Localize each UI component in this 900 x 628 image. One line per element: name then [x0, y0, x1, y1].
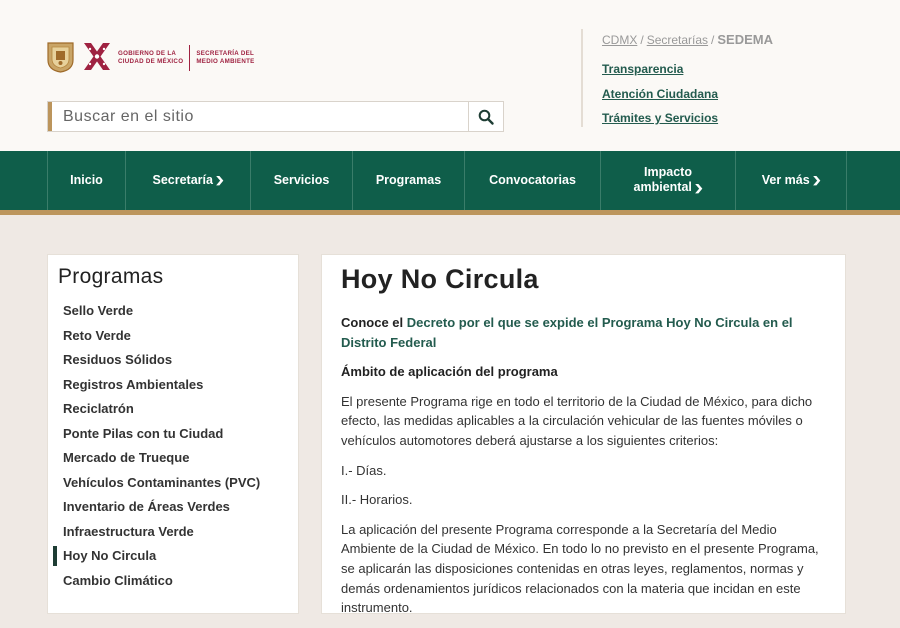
- header-divider: [581, 29, 583, 127]
- nav-gold-stripe: [0, 210, 900, 215]
- search-input[interactable]: [52, 102, 468, 131]
- sidebar-item-hoy-no-circula[interactable]: Hoy No Circula: [48, 546, 298, 571]
- breadcrumb-cdmx[interactable]: CDMX: [602, 33, 638, 47]
- sidebar-item-residuos-solidos[interactable]: Residuos Sólidos: [63, 352, 173, 367]
- section-heading: Ámbito de aplicación del programa: [341, 364, 558, 380]
- link-transparencia[interactable]: Transparencia: [602, 62, 684, 76]
- nav-label-line1: Impacto: [644, 165, 692, 179]
- breadcrumb-separator: /: [711, 33, 715, 47]
- nav-item-programas[interactable]: [353, 151, 465, 210]
- sidebar-item-infraestructura-verde[interactable]: Infraestructura Verde: [63, 523, 194, 539]
- nav-label-multiline: [634, 165, 703, 196]
- cdmx-shield-icon: [47, 42, 74, 73]
- cdmx-logo-icon: [81, 40, 113, 75]
- nav-item-inicio[interactable]: [48, 151, 126, 210]
- sec-line-2: MEDIO AMBIENTE: [196, 57, 255, 65]
- secretariat-name: [196, 50, 254, 66]
- government-logo[interactable]: [47, 40, 255, 75]
- breadcrumb-current: SEDEMA: [717, 32, 774, 47]
- sidebar-title: Programas: [58, 265, 164, 288]
- sidebar-item-ponte-pilas[interactable]: Ponte Pilas con tu Ciudad: [63, 425, 224, 441]
- nav-label: Convocatorias: [489, 173, 576, 187]
- search-button[interactable]: [468, 102, 503, 131]
- sidebar-item-registros-ambientales[interactable]: Registros Ambientales: [63, 376, 204, 392]
- nav-item-impacto-ambiental[interactable]: [601, 151, 736, 210]
- quick-links: [602, 61, 718, 135]
- breadcrumb: [602, 32, 773, 47]
- sidebar-item-inventario-areas-verdes[interactable]: Inventario de Áreas Verdes: [63, 499, 230, 514]
- sidebar-list: [48, 301, 298, 595]
- nav-item-secretaria[interactable]: [126, 151, 251, 210]
- breadcrumb-secretarias[interactable]: Secretarías: [646, 33, 709, 47]
- chevron-down-icon: ❯: [693, 183, 704, 193]
- sidebar-item-cambio-climatico[interactable]: Cambio Climático: [63, 572, 173, 588]
- nav-item-convocatorias[interactable]: [465, 151, 601, 210]
- criteria-item-horarios: II.- Horarios.: [341, 492, 413, 508]
- logo-divider: [189, 45, 190, 71]
- site-header: [0, 0, 900, 151]
- intro-paragraph: [341, 313, 831, 352]
- nav-items: [47, 151, 847, 210]
- nav-item-servicios[interactable]: [251, 151, 353, 210]
- sidebar-item-vehiculos-contaminantes[interactable]: Vehículos Contaminantes (PVC): [63, 474, 261, 490]
- nav-label: Secretaría: [152, 173, 213, 187]
- link-tramites-servicios[interactable]: Trámites y Servicios: [602, 111, 719, 125]
- main-content: [321, 254, 846, 614]
- gov-line-1: GOBIERNO DE LA: [118, 49, 177, 57]
- chevron-down-icon: ❯: [214, 175, 225, 185]
- sec-line-1: SECRETARÍA DEL: [196, 49, 255, 57]
- criteria-item-dias: I.- Días.: [341, 462, 387, 478]
- decree-link[interactable]: Decreto por el que se expide el Programa Hoy No Circula en el Distrito Federal: [341, 315, 793, 350]
- page-title: Hoy No Circula: [341, 264, 539, 294]
- article-body: [341, 313, 831, 628]
- nav-label: Servicios: [273, 173, 330, 187]
- nav-label-line2: ambiental: [633, 180, 692, 194]
- search-bar: [47, 101, 504, 132]
- paragraph-application: La aplicación del presente Programa corresponde a la Secretaría del Medio Ambiente de la Ciudad de México. En todo lo no previsto en el presente Programa, se aplicarán las disposiciones contenidas en otras leyes, reglamentos, normas y demás ordenamientos jurídicos relacionados con la materia que incidan en este instrumento.: [341, 521, 819, 616]
- link-atencion-ciudadana[interactable]: Atención Ciudadana: [602, 86, 719, 101]
- paragraph-scope: El presente Programa rige en todo el territorio de la Ciudad de México, para dicho efecto, las medidas aplicables a la circulación vehicular de las fuentes móviles o vehículos automotores deberá ajustarse a los siguientes criterios:: [341, 393, 813, 449]
- gov-line-2: CIUDAD DE MÉXICO: [118, 57, 184, 65]
- government-name: [118, 50, 183, 66]
- main-nav: [0, 151, 900, 210]
- nav-label: Ver más: [761, 173, 810, 187]
- sidebar: [47, 254, 299, 614]
- sidebar-item-reciclatron[interactable]: Reciclatrón: [63, 401, 134, 416]
- intro-prefix: Conoce el: [341, 315, 404, 330]
- nav-label: Programas: [375, 173, 442, 187]
- sidebar-item-sello-verde[interactable]: Sello Verde: [63, 303, 134, 318]
- breadcrumb-separator: /: [640, 33, 644, 47]
- sidebar-item-reto-verde[interactable]: Reto Verde: [63, 327, 131, 343]
- nav-item-ver-mas[interactable]: [736, 151, 847, 210]
- nav-label-line2-wrap: [634, 180, 703, 196]
- chevron-down-icon: ❯: [811, 175, 822, 185]
- search-icon: [478, 109, 494, 125]
- nav-label: Inicio: [70, 173, 103, 187]
- sidebar-item-mercado-trueque[interactable]: Mercado de Trueque: [63, 450, 190, 465]
